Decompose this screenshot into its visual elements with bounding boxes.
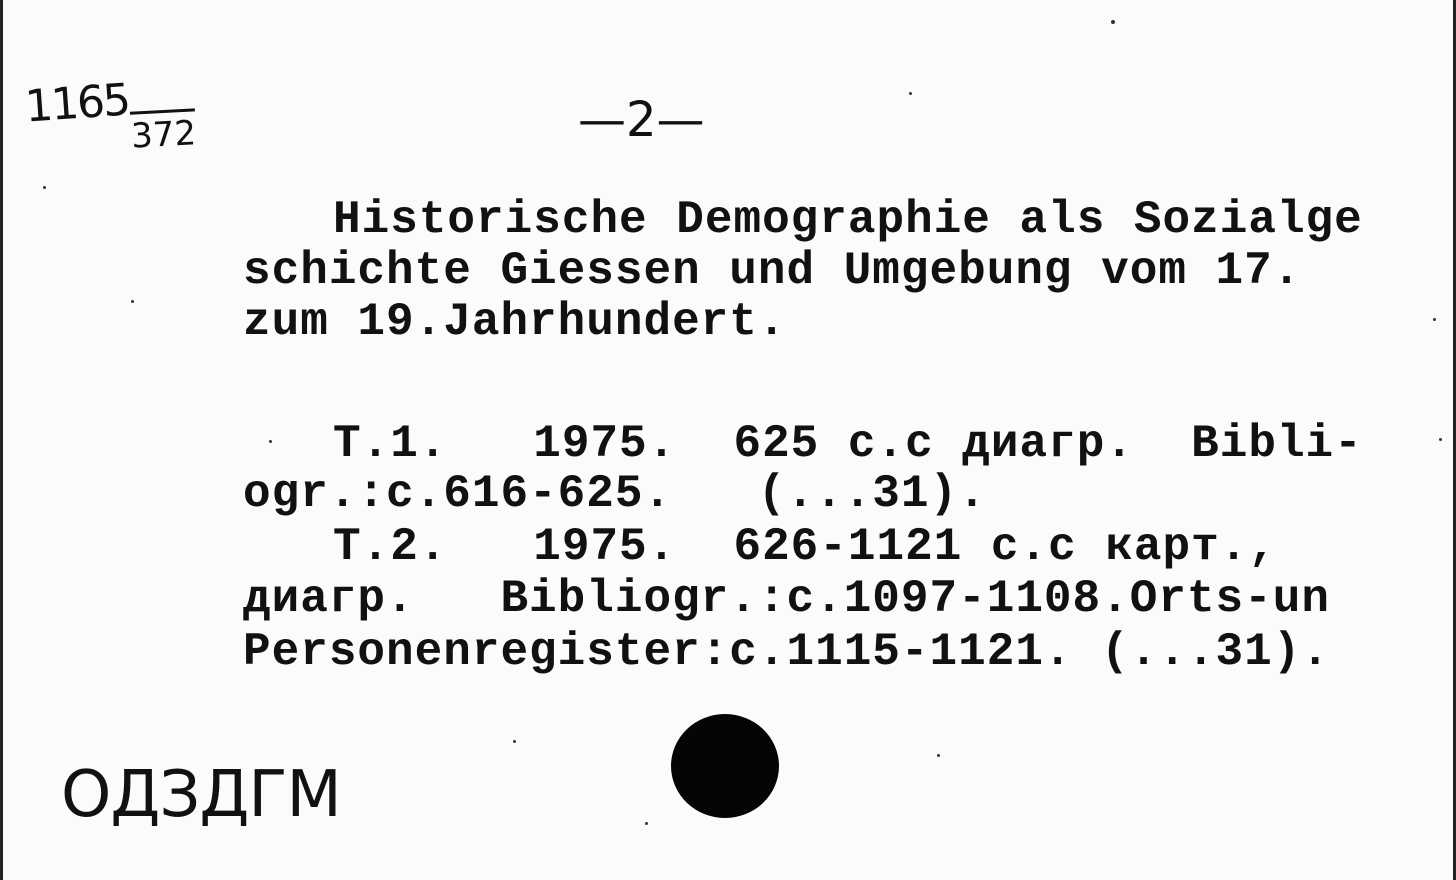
volume-line: диагр. Bibliogr.:c.1097-1108.Orts-un: [243, 573, 1330, 625]
dust-speck: [1439, 438, 1442, 441]
dust-speck: [513, 740, 516, 743]
volume-line: T.2. 1975. 626-1121 c.c карт.,: [333, 521, 1277, 573]
volume-line: Personenregister:c.1115-1121. (...31).: [243, 626, 1330, 678]
dust-speck: [909, 92, 912, 95]
punch-hole: [671, 714, 779, 818]
volume-line: ogr.:c.616-625. (...31).: [243, 468, 987, 520]
dust-speck: [43, 186, 46, 189]
call-number-main: 1165: [23, 74, 131, 133]
call-number-sub: 372: [130, 108, 197, 156]
dust-speck: [1111, 20, 1115, 24]
title-line: schichte Giessen und Umgebung vom 17.: [243, 245, 1302, 297]
dust-speck: [131, 300, 134, 303]
location-code: ОДЗДГМ: [61, 758, 341, 832]
title-line: zum 19.Jahrhundert.: [243, 296, 787, 348]
dust-speck: [269, 440, 272, 443]
dust-speck: [1433, 318, 1436, 321]
page-number: —2—: [578, 92, 705, 148]
dust-speck: [937, 754, 940, 757]
title-line: Historische Demographie als Sozialge: [333, 194, 1363, 246]
volume-line: T.1. 1975. 625 c.c диагр. Bibli-: [333, 418, 1363, 470]
dust-speck: [645, 822, 648, 825]
